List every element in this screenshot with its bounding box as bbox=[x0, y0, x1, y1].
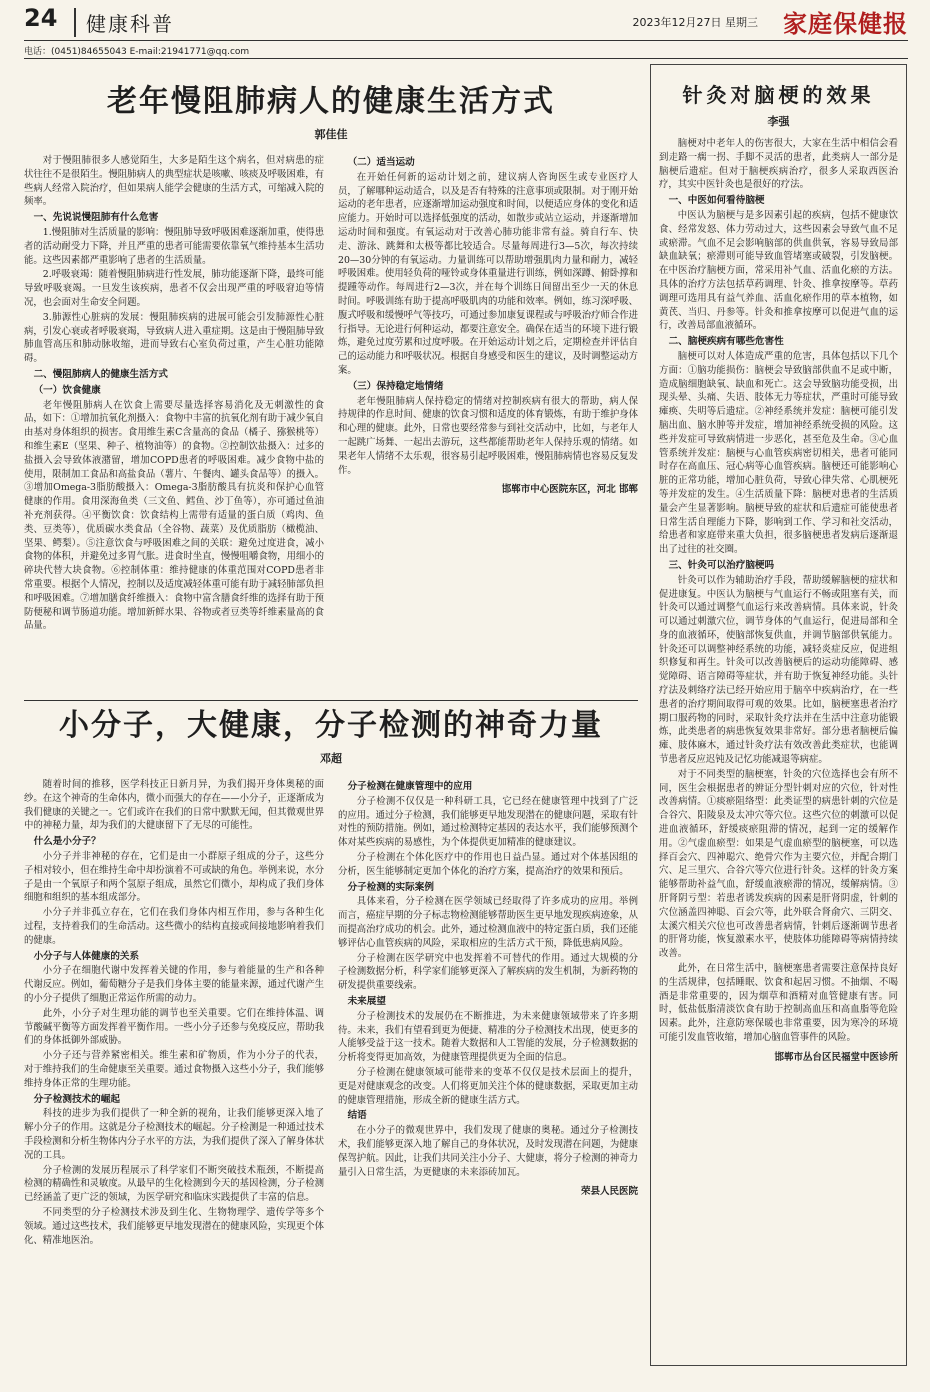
paragraph: 在开始任何新的运动计划之前，建议病人咨询医生或专业医疗人员，了解哪种运动适合，以及是否有特殊的注意事项或限制。对于刚开始运动的老年患者，应逐渐增加运动强度和时间，以便适应身体的变化和适应能力。开始时可以选择低强度的活动，如散步或站立运动，并逐渐增加运动时间和强度。有氧运动对于改善心肺功能非常有益。骑自行车、快走、游泳、跳舞和太极等都比较适合。尽量每周进行3—5次，每次持续20—30分钟的有氧运动。力量训练可以帮助增强肌肉力量和耐力，减轻呼吸困难。使用轻负荷的哑铃或身体重量进行训练，例如深蹲、俯卧撑和提踵等动作。每周进行2—3次，并在每个训练日间留出至少一天的休息时间。呼吸训练有助于提高呼吸肌肉的功能和效率。例如，练习深呼吸、腹式呼吸和缓慢呼气等技巧，可通过参加康复课程或与呼吸治疗师合作进行指导。无论进行何种运动，都要注意安全。确保在适当的环境下进行锻炼，避免过度劳累和过度呼吸。在开始运动计划之后，定期检查并评估自己的运动能力和呼吸状况。根据自身感受和医生的建议，及时调整运动方案。 bbox=[338, 171, 638, 376]
article-author: 邓超 bbox=[320, 752, 342, 765]
article-column bbox=[24, 778, 324, 1388]
section-heading: 二、脑梗疾病有哪些危害性 bbox=[668, 336, 784, 348]
section-heading: 分子检测的实际案例 bbox=[347, 881, 434, 893]
paragraph: 分子检测的发展历程展示了科学家们不断突破技术瓶颈，不断提高检测的精确性和灵敏度。从最早的生化检测到今天的基因检测，分子检测已经涵盖了更广泛的领域，为医学研究和临床实践提供了丰富的信息。 bbox=[24, 1164, 324, 1204]
paragraph: 小分子并非孤立存在，它们在我们身体内相互作用，参与各种生化过程，支持着我们的生命活动。这些微小的结构直接或间接地影响着我们的健康。 bbox=[24, 907, 324, 946]
article-author: 郭佳佳 bbox=[314, 128, 348, 141]
section-name: 健康科普 bbox=[74, 8, 174, 37]
paragraph: 小分子在细胞代谢中发挥着关键的作用，参与着能量的生产和各种代谢反应。例如，葡萄糖分子是我们身体主要的能量来源，通过代谢产生的小分子提供了细胞正常运作所需的动力。 bbox=[24, 965, 324, 1004]
paragraph: 科技的进步为我们提供了一种全新的视角，让我们能够更深入地了解小分子的作用。这就是分子检测技术的崛起。分子检测是一种通过技术手段检测和分析生物体内分子水平的方法，为我们提供了深入了解身体状况的工具。 bbox=[24, 1108, 324, 1161]
article-column bbox=[338, 154, 638, 694]
section-heading: （一）饮食健康 bbox=[33, 384, 101, 396]
article-molecular bbox=[24, 706, 638, 1376]
paragraph: 小分子并非神秘的存在，它们是由一小群原子组成的分子，这些分子相对较小，但在维持生命中却扮演着不可或缺的角色。举例来说，水分子是由一个氧原子和两个氢原子组成，虽然它们微小，却构成了我们身体细胞和组织的基本组成部分。 bbox=[24, 850, 324, 904]
section-heading: 小分子与人体健康的关系 bbox=[33, 950, 140, 962]
article-signature: 荣县人民医院 bbox=[580, 1186, 638, 1198]
section-heading: 一、中医如何看待脑梗 bbox=[668, 195, 765, 207]
section-heading: 结语 bbox=[347, 1110, 367, 1122]
article-column bbox=[24, 154, 324, 694]
paragraph: 中医认为脑梗与是多因素引起的疾病，包括不健康饮食、经常发怒、体力劳动过大，这些因素会导致气血不足或瘀滞。气血不足会影响脑部的供血供氧，容易导致局部缺血缺氧；瘀滞则可能导致血管堵塞或破裂，引发脑梗。在中医治疗脑梗方面，常采用补气血、活血化瘀的方法。具体的治疗方法包括草药调理、针灸、推拿按摩等。草药调理可选用具有益气养血、活血化瘀作用的草本植物，如黄芪、当归、丹参等。针灸和推拿按摩可以促进气血的运行，改善局部血液循环。 bbox=[659, 209, 898, 332]
paragraph: 具体来看，分子检测在医学领域已经取得了许多成功的应用。举例而言，癌症早期的分子标志物检测能够帮助医生更早地发现疾病迹象，从而提高治疗成功的机会。此外，通过检测血液中的特定蛋白质，我们还能够评估心血管疾病的风险，采取相应的生活方式干预，降低患病风险。 bbox=[338, 896, 638, 949]
paragraph: 在小分子的微观世界中，我们发现了健康的奥秘。通过分子检测技术，我们能够更深入地了解自己的身体状况，及时发现潜在问题，为健康保驾护航。因此，让我们共同关注小分子、大健康，将分子检测的神奇力量引入日常生活，为更健康的未来添砖加瓦。 bbox=[338, 1125, 638, 1178]
paragraph: 分子检测不仅仅是一种科研工具，它已经在健康管理中找到了广泛的应用。通过分子检测，我们能够更早地发现潜在的健康问题，采取有针对性的预防措施。例如，通过检测特定基因的表达水平，我们能够预测个体对某些疾病的易感性，为个体提供更加精准的健康建议。 bbox=[338, 795, 638, 849]
section-heading: （二）适当运动 bbox=[347, 157, 415, 168]
paragraph: 分子检测技术的发展仍在不断推进，为未来健康领域带来了许多期待。未来，我们有望看到更为便捷、精准的分子检测技术出现，使更多的人能够受益于这一技术。随着大数据和人工智能的发展，分子检测数据的分析将变得更加高效，为健康管理提供更为全面的信息。 bbox=[338, 1010, 638, 1064]
paragraph: 此外，小分子对生理功能的调节也至关重要。它们在维持体温、调节酸碱平衡等方面发挥着平衡作用。一些小分子还参与免疫反应，帮助我们的身体抵御外部威胁。 bbox=[24, 1007, 324, 1047]
page-number: 24 bbox=[24, 4, 58, 32]
paragraph: 小分子还与营养紧密相关。维生素和矿物质，作为小分子的代表，对于维持我们的生命健康至关重要。通过食物摄入这些小分子，我们能够维持身体正常的生理功能。 bbox=[24, 1050, 324, 1089]
paragraph: 不同类型的分子检测技术涉及到生化、生物物理学、遗传学等多个领域。通过这些技术，我们能够更早地发现潜在的健康风险，实现更个体化、精准地医治。 bbox=[24, 1206, 324, 1246]
paragraph: 随着时间的推移，医学科技正日新月异，为我们揭开身体奥秘的面纱。在这个神奇的生命体内，微小而强大的存在——小分子，正逐渐成为我们健康的关键之一。它们或许在我们的日常中默默无闻，但其微观世界中的神秘力量，却为我们的大健康留下了无尽的可能性。 bbox=[24, 779, 324, 832]
paragraph: 2.呼吸衰竭：随着慢阻肺病进行性发展，肺功能逐渐下降，最终可能导致呼吸衰竭。一旦发生该疾病，患者不仅会出现严重的呼吸窘迫等情况，也会面对生命安全问题。 bbox=[24, 269, 324, 308]
paragraph: 脑梗可以对人体造成严重的危害，具体包括以下几个方面：①脑功能损伤：脑梗会导致脑部供血不足或中断，造成脑细胞缺氧、缺血和死亡。这会导致脑功能受损，出现头晕、头痛、失语、肢体无力等症状，严重时可能导致瘫痪、失明等后遗症。②神经系统并发症：脑梗可能引发脑出血、脑水肿等并发症，增加神经系统受损的风险。这些并发症可导致病情进一步恶化，甚至危及生命。③心血管系统并发症：脑梗与心血管疾病密切相关，患者可能同时存在高血压、冠心病等心血管疾病。脑梗还可能影响心脏的正常功能，增加心脏负荷，导致心律失常、心肌梗死等并发症的发生。④生活质量下降：脑梗对患者的生活质量会产生显著影响。脑梗导致的症状和后遗症可能使患者日常生活自理能力下降，影响到工作、学习和社交活动，给患者和家庭带来重大负担，很多脑梗患者发病后逐渐退出了过往的社交圈。 bbox=[659, 350, 898, 556]
paragraph: 3.肺源性心脏病的发展：慢阻肺疾病的进展可能会引发肺源性心脏病，引发心衰或者呼吸衰竭，导致病人进入重症期。这是由于慢阻肺导致肺血管高压和肺动脉收缩，进而导致右心室负荷过重，产生心脏功能障碍。 bbox=[24, 311, 324, 365]
section-heading: 一、先说说慢阻肺有什么危害 bbox=[33, 212, 159, 224]
section-heading: （三）保持稳定地情绪 bbox=[347, 380, 444, 392]
paragraph: 1.慢阻肺对生活质量的影响：慢阻肺导致呼吸困难逐渐加重，使得患者的活动耐受力下降，并且严重的患者可能需要依靠氧气维持基本生活功能。这些因素都严重影响了患者的生活质量。 bbox=[24, 226, 324, 266]
section-heading: 未来展望 bbox=[347, 995, 386, 1007]
contact-line: 电话：(0451)84655043 E-mail:21941771@qq.com bbox=[24, 47, 250, 57]
paragraph: 分子检测在医学研究中也发挥着不可替代的作用。通过大规模的分子检测数据分析，科学家们能够更深入了解疾病的发生机制，为新药物的研发提供重要线索。 bbox=[338, 952, 638, 992]
paragraph: 此外，在日常生活中，脑梗塞患者需要注意保持良好的生活规律，包括睡眠、饮食和起居习惯。不抽烟、不喝酒是非常重要的，因为烟草和酒精对血管健康有害。同时，低盐低脂清淡饮食有助于控制高血压和高血脂等危险因素。此外，注意防寒保暖也非常重要，因为寒冷的环境可能引发血管收缩，增加心脑血管事件的风险。 bbox=[659, 963, 898, 1043]
section-heading: 分子检测技术的崛起 bbox=[33, 1093, 120, 1105]
paragraph: 分子检测在健康领域可能带来的变革不仅仅是技术层面上的提升，更是对健康观念的改变。人们将更加关注个体的健康数据，采取更加主动的健康管理措施，形成全新的健康生活方式。 bbox=[338, 1066, 638, 1106]
paragraph: 对于慢阻肺很多人感觉陌生，大多是陌生这个病名，但对病患的症状往往不是很陌生。慢阻肺病人的典型症状是咳嗽、咳痰及呼吸困难，有些病人经常入院治疗，但如果病人能学会健康的生活方式，可缩减入院的频率。 bbox=[24, 155, 324, 208]
sidebar-author: 李强 bbox=[767, 115, 790, 128]
section-heading: 什么是小分子？ bbox=[33, 836, 101, 848]
sidebar-body bbox=[659, 137, 898, 1065]
page-header bbox=[24, 4, 908, 38]
section-heading: 三、针灸可以治疗脑梗吗 bbox=[668, 559, 775, 571]
paragraph: 老年慢阻肺病人保持稳定的情绪对控制疾病有很大的帮助，病人保持规律的作息时间、健康的饮食习惯和适度的体育锻炼，有助于维护身体和心理的健康。此外，日常也要经常参与到社交活动中，比如，与老年人一起跳广场舞、一起出去游玩，这些都能帮助老年人保持乐观的情绪。如果老年人情绪不太乐观，很容易引起呼吸困难，慢阻肺病情也容易反复发作。 bbox=[338, 395, 638, 476]
paragraph: 脑梗对中老年人的伤害很大，大家在生活中相信会看到走路一瘸一拐、手脚不灵活的患者，此类病人一部分是脑梗后遗症。但对于脑梗疾病治疗，很多人采取西医治疗，其实中医针灸也是很好的疗法。 bbox=[659, 138, 898, 191]
header-rule bbox=[24, 40, 908, 41]
article-title: 老年慢阻肺病人的健康生活方式 bbox=[107, 84, 555, 119]
paragraph: 针灸可以作为辅助治疗手段，帮助缓解脑梗的症状和促进康复。中医认为脑梗与气血运行不畅或阻塞有关，而针灸可以通过调整气血运行来改善病情。具体来说，针灸可以通过刺激穴位，调节身体的气血运行，促进局部和全身的血液循环，使脑部恢复供血，并调节脑部供氧能力。针灸还可以调整神经系统的功能，减轻炎症反应，促进组织修复和再生。针灸可以改善脑梗后的运动功能障碍、感觉障碍、语言障碍等症状，并有助于恢复神经功能。头针疗法及刺络疗法已经开始应用于脑卒中疾病治疗，在一些患者的治疗期间取得可观的效果。比如，脑梗塞患者治疗期口服药物的同时，采取针灸疗法并在生活中注意功能锻炼，此类患者的病患恢复效果非常好。部分患者脑梗后偏瘫、肢体麻木，通过针灸疗法有效改善此类症状，也能调节患者反应迟钝及记忆功能减退等病症。 bbox=[659, 574, 898, 766]
paragraph: 对于不同类型的脑梗塞，针灸的穴位选择也会有所不同，医生会根据患者的辨证分型针刺对应的穴位，针对性改善病情。①痰瘀阻络型：此类证型的病患针刺的穴位是合谷穴、阳陵泉及太冲穴等穴位。这些穴位的刺激可以促进血液循环，舒缓痰瘀阻滞的情况，起到一定的缓解作用。②气虚血瘀型：如果是气虚血瘀型的脑梗塞，可以选择百会穴、四神聪穴、绝骨穴作为主要穴位，并配合期门穴、足三里穴、合谷穴等穴位进行针灸。这样的针灸方案能够帮助补益气血，舒缓血液瘀滞的情况，缓解病情。③肝肾阴亏型：若患者诱发疾病的因素是肝肾阴虚，针刺的穴位涵盖四神聪、百会穴等，此外联合肾俞穴、三阴交、太溪穴相关穴位也可改善患者病情，针刺后逐渐调节患者的肝肾功能，恢复激素水平，使肢体功能障碍等病情持续改善。 bbox=[659, 768, 898, 960]
article-signature: 邯郸市中心医院东区，河北 邯郸 bbox=[501, 484, 638, 496]
article-title: 小分子，大健康，分子检测的神奇力量 bbox=[59, 708, 603, 743]
sidebar-title: 针灸对脑梗的效果 bbox=[682, 83, 875, 107]
article-signature: 邯郸市丛台区民福堂中医诊所 bbox=[774, 1051, 898, 1063]
section-heading: 分子检测在健康管理中的应用 bbox=[347, 781, 473, 792]
sidebar-article-acupuncture bbox=[650, 64, 907, 1366]
paragraph: 分子检测在个体化医疗中的作用也日益凸显。通过对个体基因组的分析，医生能够制定更加个体化的治疗方案，提高治疗的效果和预后。 bbox=[338, 851, 638, 877]
article-copd bbox=[24, 82, 638, 694]
issue-date: 2023年12月27日 星期三 bbox=[632, 16, 758, 29]
contact-rule bbox=[24, 58, 908, 59]
article-column bbox=[338, 778, 638, 1388]
paragraph: 老年慢阻肺病人在饮食上需要尽量选择容易消化及无刺激性的食品，如下：①增加抗氧化剂摄入：食物中丰富的抗氧化剂有助于减少氧自由基对身体组织的损害。食用维生素C含量高的食品（橘子、猕猴桃等）和维生素E（坚果、种子、植物油等）的食物。②控制饮盐摄入：过多的盐摄入会导致体液潴留，增加COPD患者的呼吸困难。减少食物中盐的使用，限制加工食品和高盐食品（薯片、午餐肉、罐头食品等）的摄入。③增加Omega-3脂肪酸摄入：Omega-3脂肪酸具有抗炎和保护心血管健康的作用。食用深海鱼类（三文鱼、鳕鱼、沙丁鱼等），亦可通过鱼油补充剂获得。④平衡饮食：饮食结构上需带有适量的蛋白质（鸡肉、鱼类、豆类等），优质碳水类食品（全谷物、蔬菜）及优质脂肪（橄榄油、坚果、鳄梨）。⑤注意饮食与呼吸困难之间的关联：避免过度进食，减小食物的体积，并避免过多胃气胀。进食时坐直，慢慢咀嚼食物，用细小的碎块代替大块食物。⑥控制体重：维持健康的体重范围对COPD患者非常重要。根据个人情况，控制以及适度减轻体重可能有助于减轻肺部负担和呼吸困难。⑦增加膳食纤维摄入：食物中富含膳食纤维的选择有助于预防便秘和调节肠道功能。增加新鲜水果、谷物或者豆类等纤维素量高的食品量。 bbox=[24, 399, 324, 632]
newspaper-name: 家庭保健报 bbox=[783, 9, 908, 38]
section-heading: 二、慢阻肺病人的健康生活方式 bbox=[33, 368, 168, 380]
article-divider bbox=[24, 700, 638, 701]
